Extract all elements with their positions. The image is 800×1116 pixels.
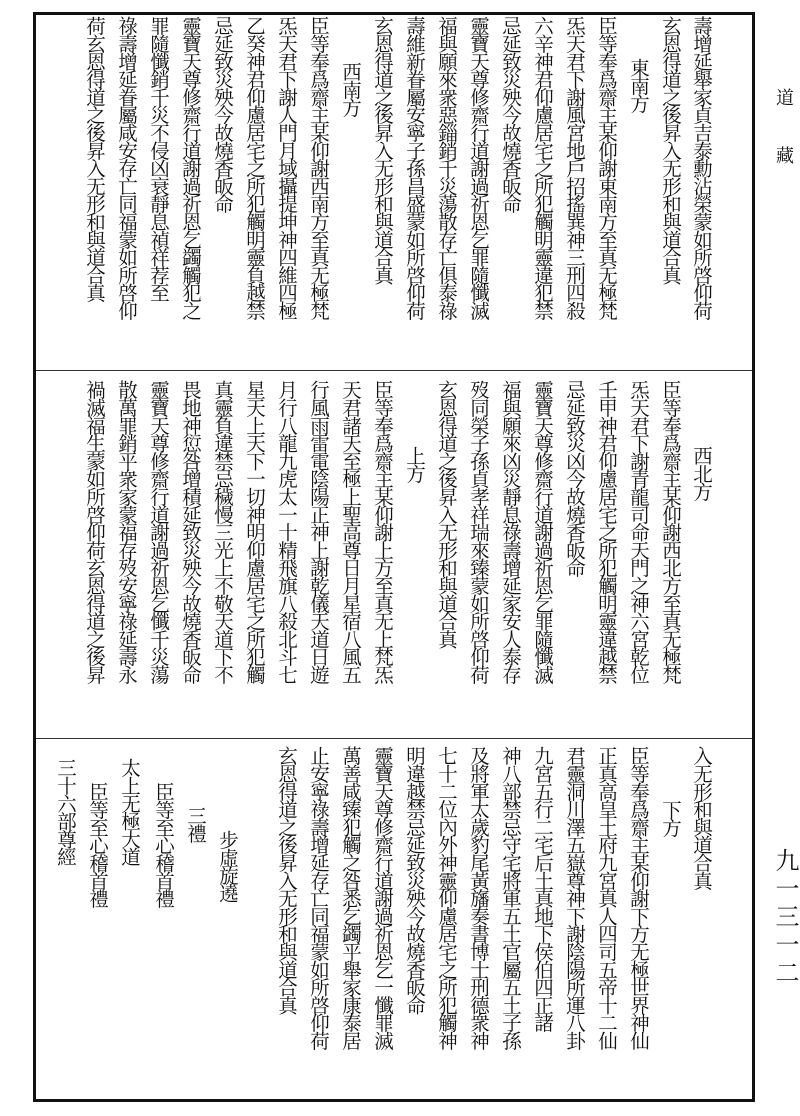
text-column: 散萬罪銷平衆家蒙福存歿安寧祿延壽永 [115,380,138,683]
text-column: 福與願來衆惡錙銷千災蕩散存亡俱泰祿 [435,16,458,319]
page-number: 九一三一二 [771,848,799,988]
text-column: 壽增延舉家貞吉泰勳沾榮蒙如所啓仰荷 [690,16,713,319]
text-column: 臣等奉爲齋主某仰謝東南方至真无極梵 [595,16,618,319]
text-column: 玄恩得道之後昇入无形和與道合真 [659,16,682,284]
text-column: 三十六部尊經 [54,758,77,865]
text-column: 靈寶天尊修齋行道謝過祈恩乞罪隨懺滅 [531,380,554,683]
rite-heading: 三禮 [184,806,207,842]
text-column: 壽維新眷屬安寧子孫昌盛蒙如所啓仰荷 [403,16,426,319]
text-column: 炁天君下謝風宮地戶招搖巽神三刑四殺 [563,16,586,319]
text-column: 歿同榮子孫貞孝祥瑞來臻蒙如所啓仰荷 [467,380,490,683]
text-column: 罪隨懺銷千災不侵凶衰靜息禎祥荐至 [147,16,170,301]
text-column: 臣等至心稽首禮 [86,782,109,907]
text-column: 靈寶天尊修齋行道謝過祈恩乞一懺罪滅 [371,746,394,1049]
text-column: 真靈負違禁忌穢慢三光上不敬天道下不 [211,380,234,683]
text-column: 靈寶天尊修齋行道謝過祈恩乞懺千災蕩 [147,380,170,683]
text-column: 畏地神愆咎增積延致災殃今故燒香皈命 [179,380,202,683]
text-column: 七十二位內外神靈仰慮居宅之所犯觸神 [435,746,458,1049]
direction-heading: 下方 [659,800,682,836]
text-column: 靈寶天尊修齋行道謝過祈恩乞罪隨懺滅 [467,16,490,319]
text-column: 萬善咸臻犯觸之咎悉乞蠲平舉家康泰居 [339,746,362,1049]
text-column: 臣等奉爲齋主某仰謝下方无極世界神仙 [627,746,650,1049]
section-divider [36,370,752,371]
text-column: 及將軍太歲豹尾黃旛奏書博士刑德衆神 [467,746,490,1049]
direction-heading: 西南方 [339,62,362,116]
text-column: 止安寧祿壽增延存亡同福蒙如所啓仰荷 [307,746,330,1049]
text-column: 福與願來凶災靜息祿壽增延家安人泰存 [499,380,522,683]
text-column: 玄恩得道之後昇入无形和與道合真 [435,380,458,648]
text-column: 忌延致災殃今故燒香皈命 [211,16,234,212]
text-column: 神八部禁忌守宅將軍五土官屬五土子孫 [499,746,522,1049]
text-column: 九宮五行二宅后土真地下侯伯四正諸 [531,746,554,1031]
text-column: 荷玄恩得道之後昇入无形和與道合真 [83,16,106,301]
text-column: 星天上天下一切神明仰慮居宅之所犯觸 [243,380,266,683]
text-column: 壬甲神君仰慮居宅之所犯觸明靈違越禁 [595,380,618,683]
text-column: 君靈洞川澤五嶽尊神下謝陰陽所運八卦 [563,746,586,1049]
text-column: 炁天君下謝人門月域攝提坤神四維四極 [275,16,298,319]
direction-heading: 上方 [403,446,426,482]
text-column: 忌延致災凶今故燒香皈命 [563,380,586,576]
text-column: 入无形和與道合真 [690,746,713,889]
text-column: 行風雨雷電陰陽正神上謝乾儀天道日遊 [307,380,330,683]
text-column: 正真高皇土府九宮真人四司五帝十二仙 [595,746,618,1049]
section-divider [36,738,752,739]
direction-heading: 西北方 [690,446,713,500]
direction-heading: 東南方 [627,58,650,112]
text-column: 祿壽增延眷屬咸安存亡同福蒙如所啓仰 [115,16,138,319]
margin-title: 道藏 [773,88,794,204]
text-column: 忌延致災殃今故燒香皈命 [499,16,522,212]
text-column: 臣等奉爲齋主某仰謝上方至真无上梵炁 [371,380,394,683]
text-column: 炁天君下謝青龍司命天門之神六宮乾位 [627,380,650,683]
text-column: 臣等奉爲齋主某仰謝西南方至真无極梵 [307,16,330,319]
text-column: 臣等奉爲齋主某仰謝西北方至真无極梵 [659,380,682,683]
text-column: 玄恩得道之後昇入无形和與道合真 [371,16,394,284]
text-column: 六辛神君仰慮居宅之所犯觸明靈違犯禁 [531,16,554,319]
text-column: 臣等至心稽首禮 [152,782,175,907]
text-column: 乙癸神君仰慮居宅之所犯觸明靈負越禁 [243,16,266,319]
text-column: 月行八龍九虎太一十精飛旗八殺北斗七 [275,380,298,683]
text-column: 禍滅福生蒙如所啓仰荷玄恩得道之後昇 [83,380,106,683]
text-column: 太上无極大道 [118,758,141,865]
text-column: 天君諸天至極上聖高尊日月星宿八風五 [339,380,362,683]
text-column: 明違越禁忌延致災殃今故燒香皈命 [403,746,426,1014]
text-column: 玄恩得道之後昇入无形和與道合真 [275,746,298,1014]
text-column: 靈寶天尊修齋行道謝過祈恩乞蠲觸犯之 [179,16,202,319]
text-column: 步虛旋遶 [216,830,239,902]
